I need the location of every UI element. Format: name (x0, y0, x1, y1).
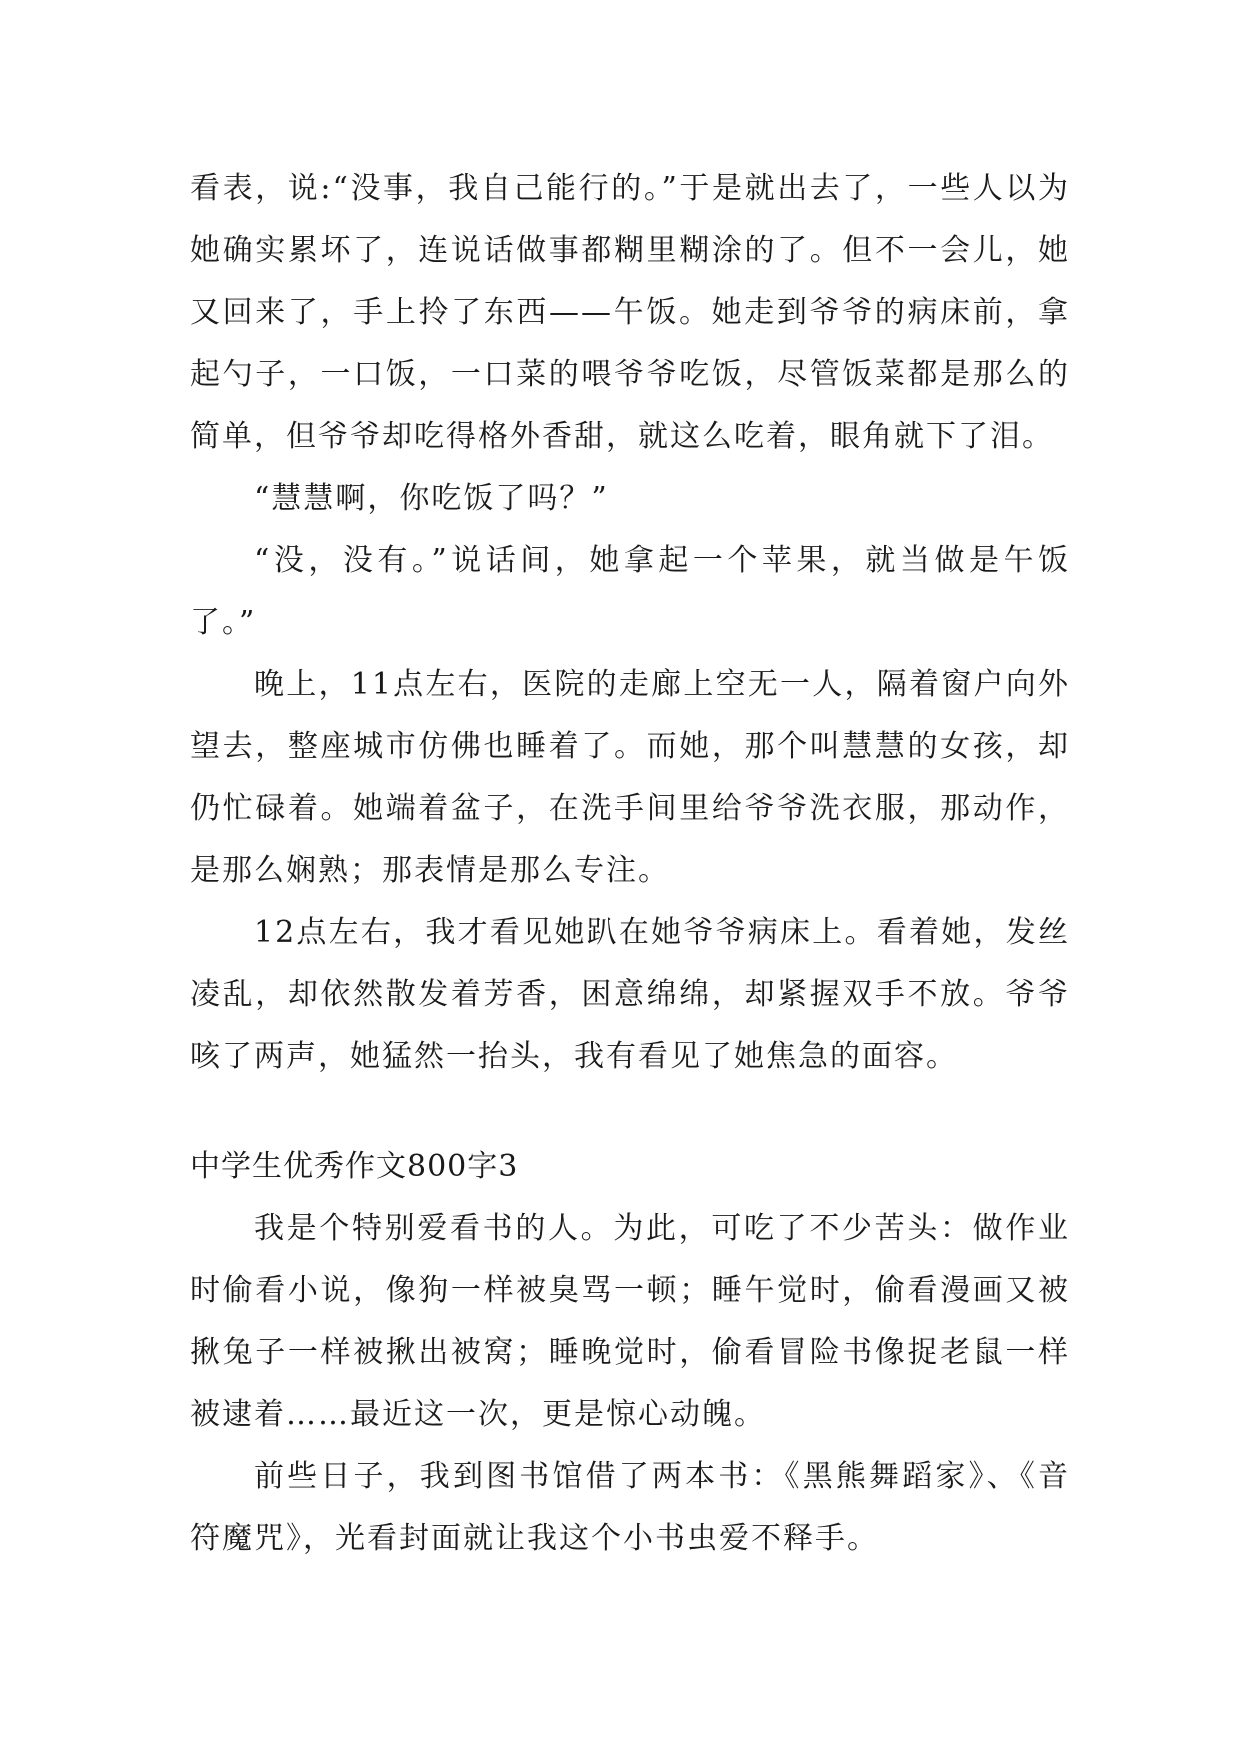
paragraph-continuation: 看表，说:“没事，我自己能行的。”于是就出去了，一些人以为她确实累坏了，连说话做事都糊里糊涂的了。但不一会儿，她又回来了，手上拎了东西——午饭。她走到爷爷的病床前，拿起勺子，一口饭，一口菜的喂爷爷吃饭，尽管饭菜都是那么的简单，但爷爷却吃得格外香甜，就这么吃着，眼角就下了泪。 (190, 171, 1070, 454)
paragraph-library: 前些日子，我到图书馆借了两本书：《黑熊舞蹈家》、《音符魔咒》，光看封面就让我这个小书虫爱不释手。 (190, 1459, 1070, 1556)
paragraph-reading-habit: 我是个特别爱看书的人。为此，可吃了不少苦头：做作业时偷看小说，像狗一样被臭骂一顿；睡午觉时，偷看漫画又被揪兔子一样被揪出被窝；睡晚觉时，偷看冒险书像捉老鼠一样被逮着……最近这一次，更是惊心动魄。 (190, 1211, 1070, 1432)
section-heading: 中学生优秀作文800字3 (190, 1149, 519, 1184)
paragraph-night: 晚上，11点左右，医院的走廊上空无一人，隔着窗户向外望去，整座城市仿佛也睡着了。而她，那个叫慧慧的女孩，却仍忙碌着。她端着盆子，在洗手间里给爷爷洗衣服，那动作，是那么娴熟；那表情是那么专注。 (190, 667, 1070, 888)
paragraph-dialogue-answer: “没，没有。”说话间，她拿起一个苹果，就当做是午饭了。” (190, 543, 1070, 640)
paragraph-dialogue-question: “慧慧啊，你吃饭了吗？” (254, 481, 609, 516)
document-page (190, 158, 1070, 1570)
paragraph-midnight: 12点左右，我才看见她趴在她爷爷病床上。看着她，发丝凌乱，却依然散发着芳香，困意绵绵，却紧握双手不放。爷爷咳了两声，她猛然一抬头，我有看见了她焦急的面容。 (190, 915, 1070, 1074)
